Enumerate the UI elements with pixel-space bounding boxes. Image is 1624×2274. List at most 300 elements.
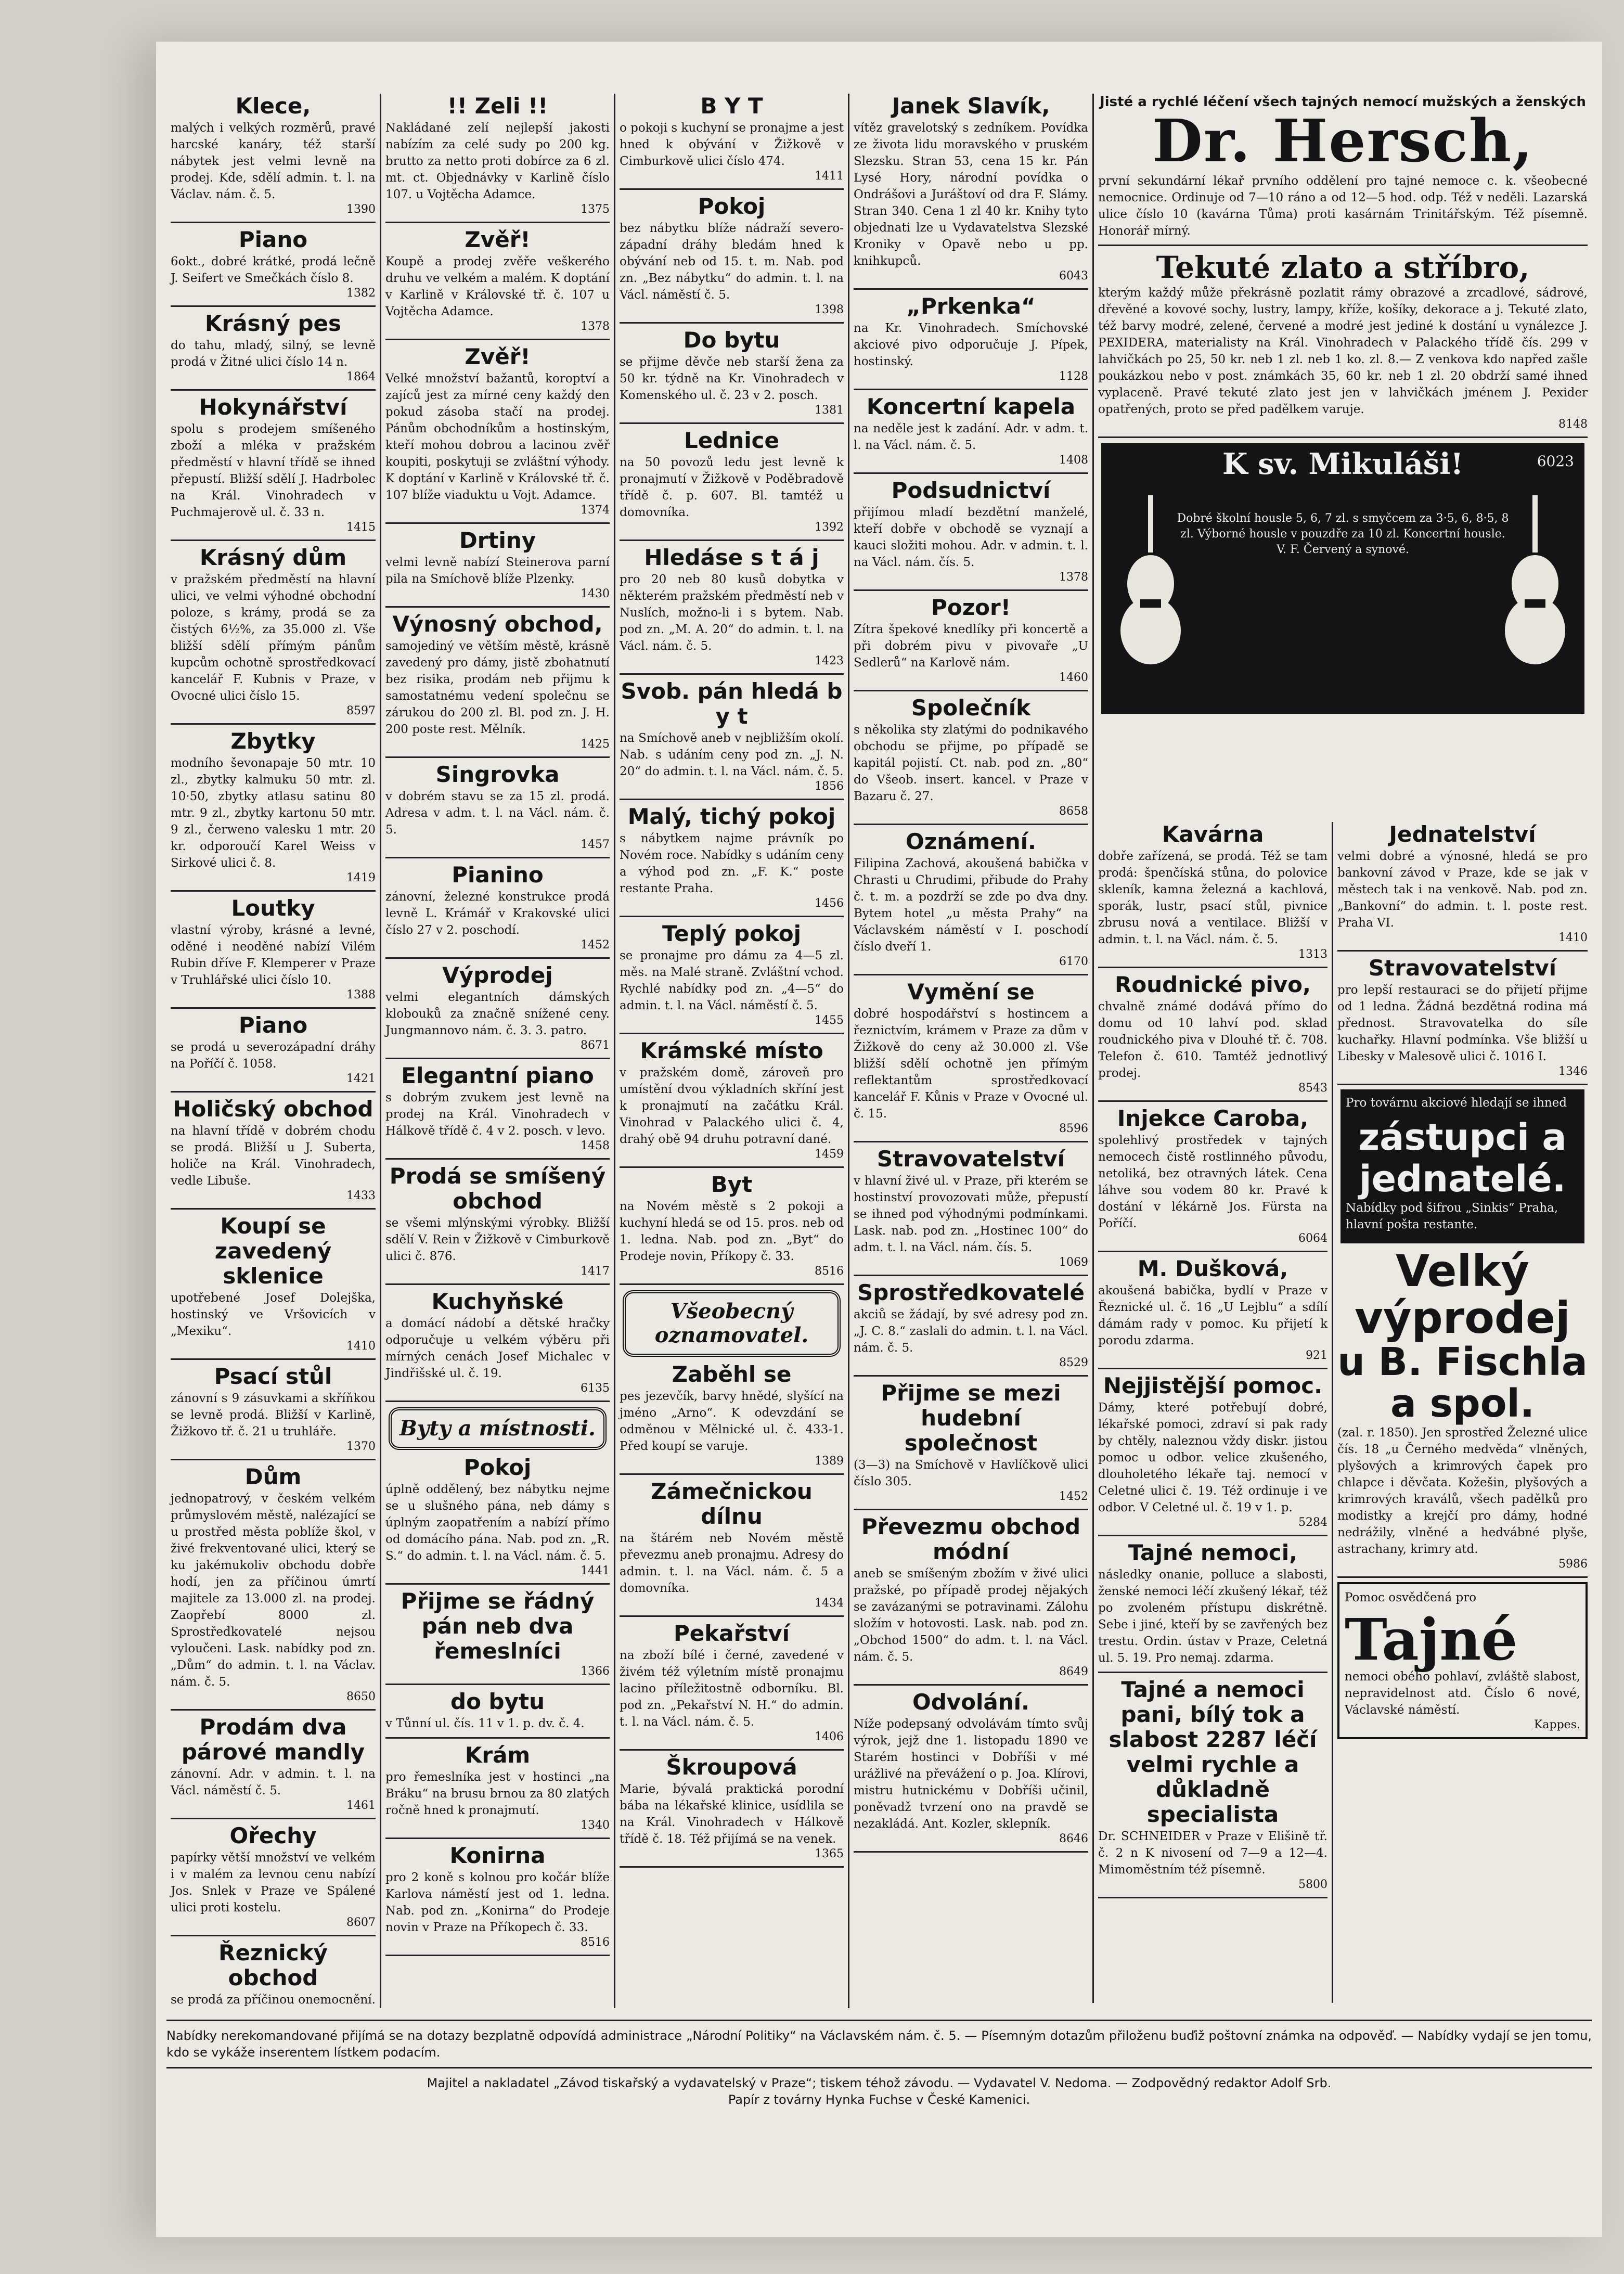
ad-heading: Vymění se <box>907 979 1035 1005</box>
ad-heading: Škroupová <box>666 1754 797 1780</box>
ad-number: 1346 <box>1558 1065 1588 1078</box>
ad-body: na Novém městě s 2 pokoji a kuchyní hledá se od 15. pros. neb od 1. ledna. Nab. pod zn. „Byt“ do Prodeje novin, Příkopy č. 33. <box>620 1200 844 1263</box>
ad-body: pro 2 koně s kolnou pro kočár blíže Karlova náměstí jest od 1. ledna. Nab. pod zn. „Konirna“ do Prodeje novin v Praze na Příkopech č. 33. <box>385 1871 610 1934</box>
ad-divider <box>1098 1100 1327 1102</box>
ad-heading: Klece, <box>235 94 311 119</box>
ad-divider <box>854 1851 1088 1853</box>
classified-ad <box>171 1097 376 1203</box>
classified-ad <box>385 94 610 216</box>
ad-divider <box>385 1058 610 1059</box>
ad-divider <box>385 1158 610 1160</box>
ad-number: 1366 <box>581 1665 610 1678</box>
ad-body: upotřebené Josef Dolejška, hostinský ve Vršovicích v „Mexiku“. <box>171 1291 376 1338</box>
ad-number: 8596 <box>1059 1122 1088 1135</box>
ad-number: 6170 <box>1059 955 1088 968</box>
ad-body: v pražském předměstí na hlavní ulici, ve velmi výhodné obchodní poloze, s krámy, prodá se za čistých 6½%, za 35.000 zl. Vše bližší sdělí přímým pánům kupcům ochotně sprostředkovací kancelář F. Kubnis v Praze, v Ovocné ulici číslo 15. <box>171 573 376 703</box>
ad-body: pro lepší restauraci se do přijetí přijme od 1 ledna. Žádná bezdětná rodina má přednost. Stravovatelka do síle kuchařky. Hlavní podmínka. Vše bližší u Libesky v Malesově ulici č. 1016 I. <box>1337 983 1588 1063</box>
ad-number: 1408 <box>1059 454 1088 467</box>
ad-body: dobré hospodářství s hostincem a řeznictvím, krámem v Praze za dům v Žižkově do ceny až 30.000 zl. Vše bližší sdělí ochotně jen přímým reflektantům sprostředkovací kancelář F. Kůnis v Praze v Ovocné ul. č. 15. <box>854 1007 1088 1121</box>
ad-number: 8516 <box>815 1265 844 1278</box>
ad-heading: Pokoj <box>463 1455 532 1480</box>
column-3 <box>614 94 848 2008</box>
ad-divider <box>620 1033 844 1034</box>
ad-heading: Přijme se řádný pán neb dva řemeslníci <box>401 1588 595 1664</box>
ad-heading: !! Zeli !! <box>447 94 548 119</box>
ad-heading: Prodá se smíšený obchod <box>389 1163 606 1214</box>
ad-body: zánovní s 9 zásuvkami a skříňkou se levně prodá. Bližší v Karlině, Žižkovo tř. č. 21 u truhláře. <box>171 1392 376 1438</box>
classified-ad <box>385 863 610 952</box>
ad-divider <box>171 1208 376 1210</box>
ad-divider <box>385 1838 610 1839</box>
ad-number: 1461 <box>346 1799 376 1812</box>
ad-heading: Stravovatelství <box>877 1146 1065 1172</box>
ad-heading: Zámečnickou dílnu <box>651 1479 813 1529</box>
ad-divider <box>385 957 610 959</box>
ad-body: Marie, bývalá praktická porodní bába na lékařské klinice, usídlila se na Král. Vinohradech v Hálkově třídě č. 18. Též přijímá se na venek. <box>620 1782 844 1846</box>
ad-body: s dobrým zvukem jest levně na prodej na Král. Vinohradech v Hálkově třídě č. 4 v 2. posch. v levo. <box>385 1091 610 1138</box>
classified-ad <box>385 528 610 601</box>
ad-divider <box>171 1935 376 1936</box>
classified-ad <box>620 1755 844 1861</box>
column-7 <box>1332 822 1592 2003</box>
classified-ad <box>1337 956 1588 1078</box>
ad-number: 8646 <box>1059 1832 1088 1845</box>
classified-ad <box>854 595 1088 685</box>
ad-heading: Prodám dva párové mandly <box>181 1714 365 1765</box>
ad-number: 8671 <box>581 1039 610 1052</box>
ad-number: 8650 <box>346 1690 376 1703</box>
ad-heading: Krámské místo <box>640 1038 823 1063</box>
ad-divider <box>1098 436 1588 438</box>
ad-number: 6064 <box>1298 1232 1327 1245</box>
ad-divider <box>620 799 844 800</box>
ad-number: 1459 <box>815 1148 844 1161</box>
ad-heading: Koncertní kapela <box>866 394 1076 419</box>
ad-number: 1410 <box>346 1340 376 1353</box>
ad-body: přijímou mladí bezdětní manželé, kteří dobře v obchodě se vyznají a kauci složiti mohou. Adr. v admin. t. l. na Václ. nám. čís. 5. <box>854 506 1088 569</box>
ad-heading: Loutky <box>231 895 315 921</box>
ad-heading: Do bytu <box>683 327 780 353</box>
ad-divider <box>854 1684 1088 1686</box>
classified-ad <box>1098 1106 1327 1245</box>
ad-divider <box>854 974 1088 975</box>
ad-divider <box>385 339 610 340</box>
ad-body: malých i velkých rozměrů, pravé harcské kanáry, též starší nábytek jest velmi levně na prodej. Kde, sdělí admin. t. l. na Václav. nám. č. 5. <box>171 121 376 201</box>
ad-divider <box>171 1007 376 1009</box>
ad-body: na štárém neb Novém městě převezmu aneb pronajmu. Adresy do admin. t. l. na Václ. nám. č. 5 a domovníka. <box>620 1532 844 1595</box>
ad-body: spolehlivý prostředek v tajných nemocech čistě rostlinného původu, netoliká, bez otravných látek. Cena láhve sou vodem 80 kr. Pravé k dostání v lékárně Jos. Fürsta na Poříčí. <box>1098 1134 1327 1230</box>
ad-heading: Přijme se mezi hudební společnost <box>881 1380 1061 1456</box>
ad-body: akoušená babička, bydlí v Praze v Řeznické ul. č. 16 „U Lejblu“ a sdílí dámám rady v pomoc. Ku přijetí k porodu zdarma. <box>1098 1284 1327 1347</box>
ad-body: bez nábytku blíže nádraží severo-západní dráhy bledám hned k obývání neb od 15. t. m. Nab. pod zn. „Bez nábytku“ do admin. t. l. na Václ. náměstí č. 5. <box>620 222 844 302</box>
ad-heading: Lednice <box>684 428 779 453</box>
mikulas-violin-ad <box>1101 443 1584 714</box>
mikulas-text: Dobré školní housle 5, 6, 7 zl. s smyčcem za 3·5, 6, 8·5, 8 zl. Výborné housle v pouzdře za 10 zl. Koncertní housle. V. F. Červený a synové. <box>1177 512 1509 556</box>
classified-ad <box>1098 285 1588 431</box>
ad-body: modního ševonapaje 50 mtr. 10 zl., zbytky kalmuku 50 mtr. zl. 10·50, zbytky atlasu satinu 80 mtr. 9 zl., zbytky kartonu 50 mtr. 9 zl., čerweno valesku 1 mtr. 20 kr. odporoučí Karel Weiss v Sirkové ulici č. 8. <box>171 756 376 870</box>
classified-ad <box>620 921 844 1027</box>
ad-divider <box>1098 1251 1327 1252</box>
classified-ad <box>854 394 1088 467</box>
ad-divider <box>620 188 844 190</box>
ad-divider <box>1337 1576 1588 1578</box>
classified-ad <box>171 227 376 300</box>
ad-number: 6043 <box>1059 269 1088 282</box>
ad-heading: Společník <box>911 695 1031 721</box>
ad-number: 1419 <box>346 871 376 884</box>
ad-number: 8597 <box>346 704 376 717</box>
ad-divider <box>1098 967 1327 968</box>
ad-body: vítěz gravelotský s zedníkem. Povídka ze života lidu moravského v pruském Slezsku. Stran 53, cena 15 kr. Pán Lysé Hory, národní povídka o Ondrášovi a Juráštoví od dra F. Slámy. Stran 340. Cena 1 zl 40 kr. Knihy tyto objednati lze u Vydavatelstva Slezské Kroniky v Opavě nebo u pp. knihkupců. <box>854 121 1088 268</box>
ad-divider <box>620 422 844 424</box>
ad-number: 1382 <box>346 287 376 300</box>
classified-ad <box>171 545 376 718</box>
ad-heading: do bytu <box>450 1689 545 1714</box>
ad-body: jednopatrový, v českém velkém průmyslovém městě, nalézající se u prostřed města poblíže škol, v živé frekventované ulici, který se ku jakémukoliv obchodu dobře hodí, jen za příčinou úmrtí majitele za 13.000 zl. na prodej. Zaopřebí 8000 zl. Sprostředkovatelé nejsou vyloučeni. Lask. nabídky pod zn. „Dům“ do admin. t. l. na Václav. nám. č. 5. <box>171 1492 376 1689</box>
ad-heading: Oznámení. <box>906 829 1036 854</box>
ad-divider <box>854 1375 1088 1377</box>
ad-divider <box>385 1401 610 1402</box>
classified-ad <box>1098 822 1327 961</box>
column-6 <box>1092 822 1332 2003</box>
ad-body: následky onanie, polluce a slabosti, ženské nemoci léčí zkušený lékař, též po zvoleném přístupu diskrétně. Sebe i jiné, kteří by se zavřených bez trestu. Ordin. ústav v Praze, Celetná ul. 5. 19. Pro nemaj. zdarma. <box>1098 1568 1327 1665</box>
ad-divider <box>1098 1897 1327 1898</box>
section-heading: Všeobecný oznamovatel. <box>623 1290 841 1357</box>
ad-divider <box>385 1684 610 1685</box>
ad-number: 1434 <box>815 1597 844 1610</box>
classified-ad <box>171 1364 376 1454</box>
ad-number: 1433 <box>346 1189 376 1202</box>
ad-body: (3—3) na Smíchově v Havlíčkově ulici číslo 305. <box>854 1458 1088 1488</box>
ad-number: 1375 <box>581 203 610 216</box>
ad-body: dobře zařízená, se prodá. Též se tam prodá: špenčíská stůna, do polovice skleník, kamna železná a kachlová, sporák, lustr, psací stůl, pivnice zbrusu nová a ventilace. Bližší v admin. t. l. na Václ. nám. č. 5. <box>1098 850 1327 946</box>
classified-ad <box>385 227 610 333</box>
ad-number: 1415 <box>346 521 376 534</box>
ad-divider <box>620 916 844 917</box>
ad-number: 1374 <box>581 504 610 517</box>
ad-body: se prodá u severozápadní dráhy na Poříčí č. 1058. <box>171 1040 376 1071</box>
ad-body: pro řemeslníka jest v hostinci „na Bráku“ na brusu brnou za 80 zlatých ročně hned k pronajmutí. <box>385 1770 610 1817</box>
ad-divider <box>620 1473 844 1475</box>
ad-heading: Psací stůl <box>214 1364 332 1389</box>
tajne-top: Pomoc osvědčená pro <box>1345 1591 1477 1604</box>
ad-number: 1441 <box>581 1564 610 1577</box>
ad-divider <box>385 522 610 524</box>
ad-body: pes jezevčík, barvy hnědé, slyšící na jméno „Arno“. K odevzdání se odměnou v Mělnické ul. č. 433-1. Před koupí se varuje. <box>620 1390 844 1453</box>
classified-ad <box>385 1289 610 1395</box>
section-heading: Byty a místnosti. <box>389 1407 607 1450</box>
ad-body: spolu s prodejem smíšeného zboží a mléka v pražském předměstí v hlavní třídě se ihned přepustí. Bližší sdělí J. Hadrbolec na Král. Vinohradech v Puchmajerově ul. č. 33 n. <box>171 422 376 519</box>
classified-ad <box>854 696 1088 818</box>
classified-ad <box>1098 1373 1327 1530</box>
mikulas-title: K sv. Mikuláši! <box>1222 447 1464 481</box>
classified-ad <box>171 1941 376 2008</box>
ad-heading: Svob. pán hledá b y t <box>621 678 843 729</box>
ad-body: velmi elegantních dámských klobouků za značně snížené ceny. Jungmannovo nám. č. 3. 3. patro. <box>385 991 610 1037</box>
jednatele-headline: jednatelé. <box>1359 1158 1566 1200</box>
ad-heading: Ořechy <box>229 1823 317 1848</box>
ad-number: 8148 <box>1558 418 1588 431</box>
ad-body: první sekundární lékař prvního oddělení pro tajné nemoce c. k. všeobecné nemocnice. Ordinuje od 7—10 ráno a od 12—5 hod. odp. Též v neděli. Lazarská ulice číslo 10 (kavárna Tůma) proti kasárnám Trinitářským. Též písemně. Honorář mírný. <box>1098 174 1588 238</box>
ad-heading: Výnosný obchod, <box>392 611 603 637</box>
ad-divider <box>854 288 1088 290</box>
ad-divider <box>1098 1368 1327 1369</box>
ad-number: 8649 <box>1059 1665 1088 1678</box>
ad-number: 1452 <box>581 939 610 952</box>
classified-ad <box>854 1381 1088 1504</box>
ad-divider <box>385 1955 610 1956</box>
violin-icon <box>1117 495 1184 667</box>
ad-divider <box>171 1459 376 1460</box>
ad-divider <box>620 673 844 675</box>
ad-number: 5284 <box>1298 1516 1327 1529</box>
classified-ad <box>854 478 1088 584</box>
footer-rule <box>166 2067 1592 2069</box>
ad-body: Dámy, které potřebují dobré, lékařské pomoci, zdraví si pak rady by chtěly, naleznou vždy diskr. jistou pomoc u odbor. velice zkušeného, dlouholetého lékaře taj. nemocí v Celetné ulici č. 19. Též ordinuje i ve odbor. V Celetné ul. č. 19 v 1. p. <box>1098 1401 1327 1514</box>
ad-heading: B Y T <box>700 94 763 119</box>
ad-body: s několika sty zlatými do podnikavého obchodu se přijme, po případě se kapitál pojistí. Ct. nab. pod zn. „80“ do Všeob. insert. kancel. v Praze v Bazaru č. 27. <box>854 723 1088 803</box>
ad-body: akciů se žádají, by své adresy pod zn. „J. C. 8.“ zaslali do admin. t. l. na Václ. nám. č. 5. <box>854 1308 1088 1355</box>
ad-body: se všemi mlýnskými výrobky. Bližší sdělí V. Rein v Žižkově v Cimburkově ulici č. 876. <box>385 1216 610 1263</box>
classified-ad <box>385 1843 610 1949</box>
ad-body: Velké množství bažantů, koroptví a zajíců jest za mírné ceny každý den pokud zásoba stačí na prodej. Pánům obchodníkům a hostinským, kteří mohou dobrou a lacinou zvěř koupiti, poskytuji se zvláštní výhody. K doptání v Karlině v Královské tř. č. 107 blíže viaduktu u Vojt. Adamce. <box>385 372 610 502</box>
ad-number: 8516 <box>581 1936 610 1949</box>
ad-divider <box>171 890 376 892</box>
ad-body: velmi levně nabízí Steinerova parní pila na Smíchově blíže Plzenky. <box>385 556 610 586</box>
classified-ad <box>620 328 844 417</box>
ad-heading: Tajné a nemoci pani, bílý tok a slabost 2287 léčí velmi rychle a důkladně specialista <box>1109 1677 1317 1827</box>
classified-ad <box>620 1362 844 1468</box>
ad-number: 1378 <box>581 320 610 333</box>
zastupci-contact: Nabídky pod šifrou „Sinkis“ Praha, hlavní pošta restante. <box>1346 1201 1558 1231</box>
ad-body: Filipina Zachová, akoušená babička v Chrasti u Chrudimi, přibude do Prahy č. t. m. a pozdrží se zde po dva dny. Bytem hotel „u města Prahy“ na Václavském náměstí v I. poschodí číslo dveří 1. <box>854 857 1088 954</box>
classified-ad <box>854 1690 1088 1846</box>
classified-ad <box>385 963 610 1052</box>
ad-number: 1313 <box>1298 948 1327 961</box>
zastupci-headline: zástupci a <box>1358 1116 1567 1159</box>
ad-number: 1864 <box>346 370 376 383</box>
footer-rule <box>166 2020 1592 2021</box>
ad-heading: Zbytky <box>230 728 316 754</box>
classified-ad <box>171 1013 376 1086</box>
ad-body: v pražském domě, zároveň pro umístění dvou výkladních skříní jest k pronajmutí na začátku Král. Vinohrad v Palackého ulici č. 4, drahý obě 94 druhu potravní dané. <box>620 1066 844 1146</box>
ad-heading: Injekce Caroba, <box>1117 1106 1309 1131</box>
ad-body: Koupě a prodej zvěře veškerého druhu ve velkém a malém. K doptání v Karlině v Královské tř. č. 107 u Vojtěcha Adamce. <box>385 255 610 318</box>
ad-divider <box>620 1166 844 1168</box>
ad-heading: Odvolání. <box>912 1689 1029 1715</box>
ad-number: 1128 <box>1059 370 1088 383</box>
ad-heading: Jednatelství <box>1389 822 1536 847</box>
classified-ad <box>854 980 1088 1136</box>
ad-divider <box>620 322 844 324</box>
ad-body: do tahu, mladý, silný, se levně prodá v Žitné ulici číslo 14 n. <box>171 339 376 369</box>
ad-body: v dobrém stavu se za 15 zl. prodá. Adresa v adm. t. l. na Václ. nám. č. 5. <box>385 790 610 837</box>
classified-ad <box>385 344 610 517</box>
ad-body: na 50 povozů ledu jest levně k pronajmutí v Žižkově v Poděbradově třídě č. p. 607. Bl. tamtéž u domovníka. <box>620 456 844 519</box>
ad-body: na zboží bílé i černé, zavedené v živém též výletním místě pronajmu lacino příležitostně odborníku. Bl. pod zn. „Pekařství N. H.“ do admin. t. l. na Václ. nám. č. 5. <box>620 1649 844 1729</box>
ad-heading: Teplý pokoj <box>662 921 801 946</box>
ad-number: 1340 <box>581 1819 610 1832</box>
classified-ad <box>385 1689 610 1732</box>
ad-divider <box>1098 245 1588 246</box>
classified-ad <box>854 294 1088 383</box>
ad-heading: Řeznický obchod <box>218 1940 328 1990</box>
ad-number: 8658 <box>1059 805 1088 818</box>
ad-heading: Koupí se zavedený sklenice <box>214 1213 332 1289</box>
ad-heading: Tajné nemoci, <box>1128 1540 1298 1565</box>
footer-notice: Nabídky nerekomandované přijímá se na dotazy bezplatně odpovídá administrace „Národní Politiky“ na Václavském nám. č. 5. — Písemným dotazům přiloženu buďiž poštovní známka na odpověď. — Nabídky vydají se jen tomu, kdo se vykáže inserentem lístkem podacím. <box>166 2028 1592 2060</box>
ad-divider <box>854 690 1088 691</box>
ad-heading: Sprostředkovatelé <box>857 1280 1085 1305</box>
ad-number: 1452 <box>1059 1490 1088 1503</box>
ad-number: 1430 <box>581 587 610 600</box>
classified-ad <box>171 1823 376 1930</box>
ad-number: 5986 <box>1558 1558 1588 1571</box>
tajne-ad <box>1337 1582 1588 1739</box>
footer-paper: Papír z továrny Hynka Fuchse v České Kamenici. <box>728 2092 1030 2107</box>
classified-ad <box>1098 1677 1327 1892</box>
ad-number: 5800 <box>1298 1878 1327 1891</box>
ad-number: 1425 <box>581 738 610 751</box>
ad-heading: Převezmu obchod módní <box>861 1514 1081 1564</box>
ad-body: chvalně známé dodává přímo do domu od 10 lahví pod. sklad roudnického piva v Dlouhé tř. č. 708. Telefon č. 610. Tamtéž jednotlivý prodej. <box>1098 1000 1327 1080</box>
ad-body: 6okt., dobré krátké, prodá lečně J. Seifert ve Smečkách číslo 8. <box>171 255 376 285</box>
ad-heading: Singrovka <box>435 762 560 787</box>
fischl-headline: Velký výprodej <box>1355 1245 1570 1343</box>
ad-heading: Piano <box>238 227 308 252</box>
ad-heading: Kavárna <box>1162 822 1264 847</box>
ad-heading: Krásný pes <box>204 311 342 336</box>
classified-ad <box>620 194 844 317</box>
classified-ad <box>385 1589 610 1678</box>
classified-ad <box>1098 1540 1327 1666</box>
ad-heading: Hledáse s t á j <box>644 545 819 570</box>
ad-number: 1388 <box>346 988 376 1001</box>
ad-number: 1069 <box>1059 1256 1088 1269</box>
ad-heading: Kuchyňské <box>431 1289 564 1314</box>
ad-heading: Elegantní piano <box>401 1063 594 1088</box>
ad-heading: Dům <box>244 1464 302 1489</box>
ad-body: vlastní výroby, krásné a levné, oděné i neoděné nabízí Vilém Rubin dříve F. Klemperer v Praze v Truhlářské ulici číslo 10. <box>171 923 376 987</box>
classified-ad <box>171 896 376 1002</box>
ad-body: se prodá za příčinou onemocnění. <box>171 1993 376 2007</box>
ad-heading: Malý, tichý pokoj <box>627 804 836 829</box>
classified-ad <box>385 1063 610 1153</box>
ad-body: (zal. r. 1850). Jen sprostřed Železné ulice čís. 18 „u Černého medvěda“ vlněných, plyšových a krimrových čapek pro chlapce i děvčata. Kožešin, plyšových a krimrových kraválů, všech padělků pro modistky a krejčí pro dámy, hodné nedrážily, vlněné a hedvábné plyše, astrachany, krimry atd. <box>1337 1426 1588 1556</box>
ad-heading: Pianino <box>452 862 544 888</box>
ad-heading: Holičský obchod <box>173 1096 373 1122</box>
classified-ad <box>854 1514 1088 1679</box>
ad-divider <box>385 1737 610 1739</box>
ad-divider <box>854 824 1088 825</box>
ad-body: v hlavní živé ul. v Praze, při kterém se hostinství provozovati může, přepustí se ihned pod výhodnými podmínkami. Lask. nab. pod zn. „Hostinec 100“ do adm. t. l. na Václ. nám. čís. 5. <box>854 1174 1088 1254</box>
ad-divider <box>171 305 376 307</box>
classified-ad <box>1098 972 1327 1095</box>
ad-body: na hlavní třídě v dobrém chodu se prodá. Bližší u J. Suberta, holiče na Král. Vinohradech, vedle Libuše. <box>171 1124 376 1188</box>
ad-body: úplně oddělený, bez nábytku nejme se u slušného pána, neb dámy s úplným zaopatřením a nabízí přímo od domácího pána. Nab. pod zn. „R. S.“ do admin. t. l. na Václ. nám. č. 5. <box>385 1483 610 1563</box>
classified-ad <box>171 395 376 534</box>
ad-number: 1398 <box>815 303 844 316</box>
classified-ad <box>171 729 376 885</box>
classified-ad <box>385 762 610 852</box>
ad-body: Dr. SCHNEIDER v Praze v Elišině tř. č. 2 n K nivosení od 7—9 a 12—4. Mimoměstním též písemně. <box>1098 1830 1327 1877</box>
zastupci-intro: Pro továrnu akciové hledají se ihned <box>1346 1096 1567 1110</box>
ad-number: 1410 <box>1558 931 1588 944</box>
classified-ad <box>620 545 844 668</box>
ad-heading: Nejjistější pomoc. <box>1103 1373 1323 1398</box>
ad-number: 1381 <box>815 404 844 417</box>
ad-number: 1460 <box>1059 671 1088 684</box>
ad-body: v Tůnní ul. čís. 11 v 1. p. dv. č. 4. <box>385 1717 585 1730</box>
classified-ad <box>854 1280 1088 1370</box>
ad-heading: Byt <box>711 1172 753 1197</box>
ad-divider <box>854 1275 1088 1276</box>
ad-number: 1457 <box>581 838 610 851</box>
ad-divider <box>854 1141 1088 1142</box>
ad-body: zánovní. Adr. v admin. t. l. na Václ. náměstí č. 5. <box>171 1767 376 1797</box>
ad-heading: Krásný dům <box>199 545 347 570</box>
ad-divider <box>171 1091 376 1093</box>
ad-body: na neděle jest k zadání. Adr. v adm. t. l. na Václ. nám. č. 5. <box>854 422 1088 452</box>
ad-number: 921 <box>1306 1349 1327 1362</box>
classified-ad <box>385 1164 610 1278</box>
ad-heading: Drtiny <box>459 528 536 553</box>
ad-body: Níže podepsaný odvolávám tímto svůj výrok, jejž dne 1. listopadu 1890 ve Starém hostinci v Dobříši v mé urážlivé na převážení o p. Joa. Klírovi, mistru hutnickému v Dobříši učinil, poněvadž tvrzení ono na pravdě se nezakládá. Ant. Kozler, sklepník. <box>854 1717 1088 1831</box>
classified-ad <box>854 1147 1088 1269</box>
classified-ad <box>620 1479 844 1610</box>
tajne-headline: Tajné <box>1345 1606 1518 1673</box>
ad-number: 1392 <box>815 521 844 534</box>
ad-body: na Kr. Vinohradech. Smíchovské akciové pivo odporučuje J. Pípek, hostinský. <box>854 322 1088 368</box>
footer-imprint: Majitel a nakladatel „Závod tiskařský a vydavatelský v Praze“; tiskem téhož závodu. — Vydavatel V. Nedoma. — Zodpovědný redaktor Adolf Srb. <box>427 2076 1332 2090</box>
ad-body: kterým každý může překrásně pozlatit rámy obrazové a zrcadlové, sádrové, dřevěné a kovové sochy, lustry, lampy, kříže, košíky, dekorace a j. Tekuté zlato, též barvy modré, zelené, červené a modré jest jediné k dostání u vynálezce J. PEXIDERA, materialisty na Král. Vinohradech v Palackého třídě čís. 299 v lahvičkách po 25, 50 kr. neb 1 zl. neb 1 ko. zl. 8.— Z venkova kdo napřed zašle poukázkou nebo v post. známkách 35, 60 kr. neb 1 zl. 20 obdrží samé ihned vyplaceně. Pravé tekuté zlato jest jen v lahvičkách jménem J. Pexider opatřených, proto se před padělkem varuje. <box>1098 286 1588 416</box>
ad-body: pro 20 neb 80 kusů dobytka v některém pražském předměstí neb v Nuslích, možno-li i s bytem. Nab. pod zn. „M. A. 20“ do admin. t. l. na Václ. nám. č. 5. <box>620 573 844 653</box>
ad-divider <box>171 389 376 391</box>
ad-body: s nábytkem najme právník po Novém roce. Nabídky s udáním ceny a výhod pod zn. „F. K.“ poste restante Praha. <box>620 832 844 895</box>
ad-divider <box>385 222 610 223</box>
classified-ad <box>620 428 844 534</box>
page-footer <box>166 2013 1592 2108</box>
ad-divider <box>854 389 1088 390</box>
ad-divider <box>1337 1084 1588 1085</box>
ad-number: 1458 <box>581 1139 610 1152</box>
ad-body: na Smíchově aneb v nejbližším okolí. Nab. s udáním ceny pod zn. „J. N. 20“ do admin. t. l. na Václ. nám. č. 5. <box>620 731 844 778</box>
fischl-name: u B. Fischla a spol. <box>1337 1340 1588 1426</box>
classified-ad <box>1337 822 1588 945</box>
classified-ad <box>171 311 376 384</box>
ad-heading: M. Dušková, <box>1137 1256 1288 1281</box>
classified-ad <box>620 1172 844 1278</box>
ad-divider <box>385 606 610 608</box>
tajne-text: nemoci obého pohlaví, zvláště slabost, nepravidelnost atd. Číslo 6 nové, Václavské náměstí. <box>1345 1670 1580 1717</box>
ad-divider <box>385 1283 610 1285</box>
ad-body: se pronajme pro dámu za 4—5 zl. měs. na Malé straně. Zvláštní vchod. Rychlé nabídky pod zn. „4—5“ do admin. t. l. na Václ. náměstí č. 5. <box>620 949 844 1012</box>
ad-body: aneb se smíšeným zbožím v živé ulici pražské, po případě prodej nějakých se zavázanými se potravinami. Zálohu složím v hotovosti. Lask. nab. pod zn. „Obchod 1500“ do adm. t. l. na Václ. nám. č. 5. <box>854 1567 1088 1664</box>
ad-number: 1423 <box>815 654 844 667</box>
ad-number: 8529 <box>1059 1356 1088 1369</box>
ad-body: a domácí nádobí a dětské hračky odporučuje u velkém výběru při mírných cenách Josef Michalec v Jindřišské ul. č. 19. <box>385 1317 610 1380</box>
ad-heading: Roudnické pivo, <box>1115 972 1311 997</box>
classified-ad <box>171 1214 376 1353</box>
classified-ad <box>171 94 376 216</box>
tajne-name: Kappes. <box>1533 1718 1580 1731</box>
ad-body: papírky větší množství ve velkém i v malém za levnou cenu nabízí Jos. Snlek v Praze ve Spálené ulici proti kostelu. <box>171 1851 376 1915</box>
ad-divider <box>1098 1535 1327 1536</box>
ad-heading: Zaběhl se <box>672 1361 792 1387</box>
ad-number: 1856 <box>815 780 844 793</box>
ad-heading: Pokoj <box>698 194 766 219</box>
ad-divider <box>385 1583 610 1585</box>
